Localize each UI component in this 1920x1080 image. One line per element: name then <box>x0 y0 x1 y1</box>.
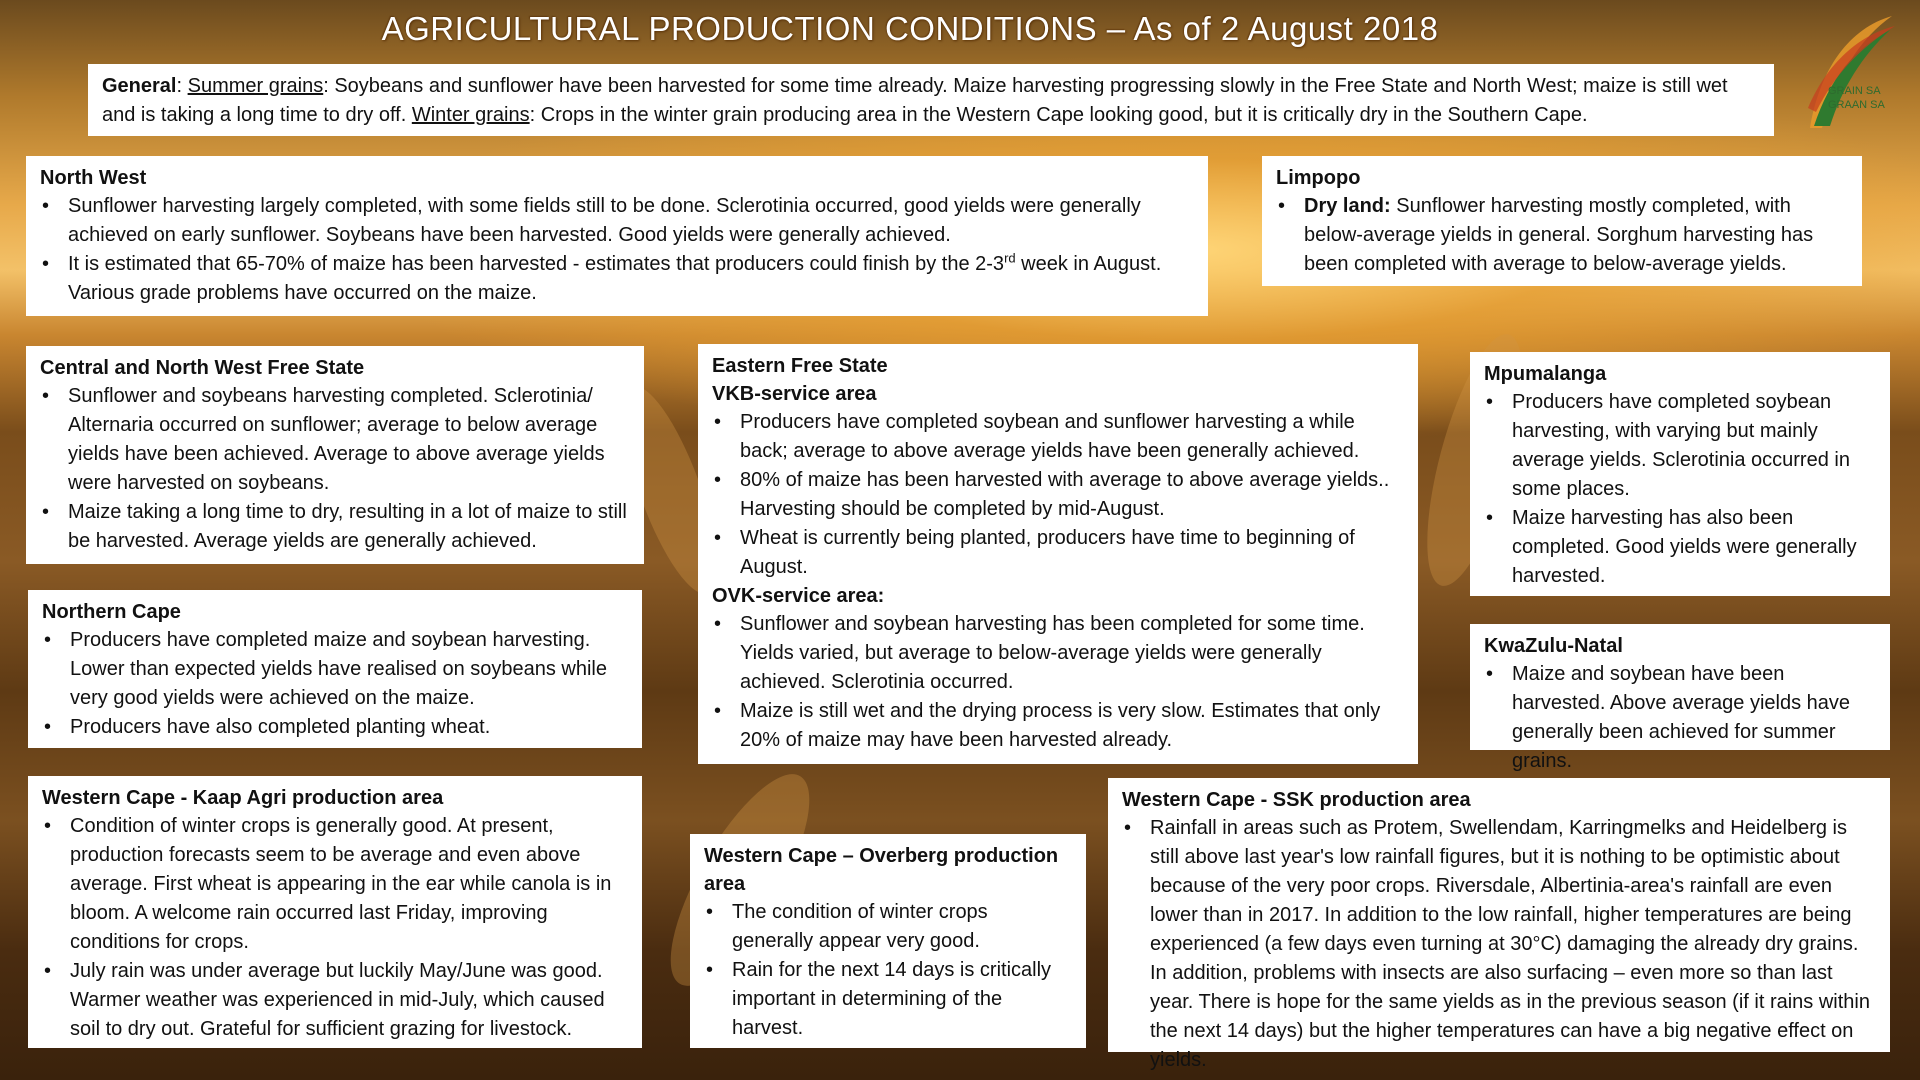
dry-land-label: Dry land: <box>1304 195 1391 217</box>
logo-line-1: GRAIN SA <box>1828 85 1881 97</box>
list-item: • Condition of winter crops is generally good. At present, production forecasts seem to be average and even above average. First wheat is appearing in the ear while canola is in bloom. A welcome rain occurred last Friday, improving conditions for crops. <box>42 812 630 957</box>
ssk-list <box>1122 814 1878 1075</box>
eastern-free-state-heading: Eastern Free State <box>712 355 888 377</box>
list-item: • July rain was under average but luckily May/June was good. Warmer weather was experienced in mid-July, which caused soil to dry out. Grateful for sufficient grazing for livestock. <box>42 957 630 1044</box>
kwazulu-natal-heading: KwaZulu-Natal <box>1484 635 1623 657</box>
logo-text <box>1828 84 1885 112</box>
vkb-list <box>712 408 1406 582</box>
list-item: • Maize harvesting has also been completed. Good yields were generally harvested. <box>1484 504 1878 591</box>
list-item: • Sunflower and soybeans harvesting completed. Sclerotinia/ Alternaria occurred on sunflower; average to below average yields have been achieved. Average to above average yields were harvested on soybeans. <box>40 382 632 498</box>
list-item: • Maize is still wet and the drying process is very slow. Estimates that only 20% of maize may have been harvested already. <box>712 697 1406 755</box>
list-item: • Wheat is currently being planted, producers have time to beginning of August. <box>712 524 1406 582</box>
northern-cape-list <box>42 626 630 742</box>
ovk-list <box>712 610 1406 755</box>
general-summary-text: General: Summer grains: Soybeans and sunflower have been harvested for some time already. Maize harvesting progressing slowly in the Free State and North West; maize is still wet and is taking a long time to dry off. Winter grains: Crops in the winter grain producing area in the Western Cape looking good, but it is critically dry in the Southern Cape. <box>102 75 1728 126</box>
list-item: • Producers have completed soybean and sunflower harvesting a while back; average to above average yields have been generally achieved. <box>712 408 1406 466</box>
ssk-box <box>1108 778 1890 1071</box>
list-item: • Sunflower harvesting largely completed, with some fields still to be done. Sclerotinia occurred, good yields were generally achieved on early sunflower. Soybeans have been harvested. Good yields were generally achieved. <box>40 192 1196 250</box>
eastern-free-state-box <box>698 344 1418 764</box>
kaap-agri-list <box>42 812 630 1044</box>
north-west-item2-sup: rd <box>1004 250 1016 266</box>
list-item <box>40 250 1196 308</box>
summer-grains-text: : Soybeans and sunflower have been harvested for some time already. Maize harvesting progressing slowly in the Free State and North West; maize is still wet and is taking a long time to dry off. <box>102 75 1728 126</box>
list-item: • Producers have completed soybean harvesting, with varying but mainly average yields. Sclerotinia occurred in some places. <box>1484 388 1878 504</box>
northern-cape-heading: Northern Cape <box>42 601 181 623</box>
winter-grains-label: Winter grains <box>411 104 530 126</box>
kwazulu-natal-box <box>1470 624 1890 772</box>
limpopo-item1-text: Sunflower harvesting mostly completed, with below-average yields in general. Sorghum harvesting has been completed with average to below-average yields. <box>1304 195 1814 275</box>
central-free-state-list <box>40 382 632 556</box>
general-label: General <box>102 75 177 97</box>
list-item <box>1276 192 1850 279</box>
overberg-list <box>704 898 1074 1043</box>
summer-grains-label: Summer grains <box>187 75 324 97</box>
list-item: • Rainfall in areas such as Protem, Swellendam, Karringmelks and Heidelberg is still above last year's low rainfall figures, but it is nothing to be optimistic about because of the very poor crops. Riversdale, Albertinia-area's rainfall are even lower than in 2017. In addition to the low rainfall, higher temperatures are being experienced (a few days even turning at 30°C) damaging the already dry grains. In addition, problems with insects are also surfacing – even more so than last year. There is hope for the same yields as in the previous season (if it rains within the next 14 days) but the higher temperatures can have a big negative effect on yields. <box>1122 814 1878 1075</box>
mpumalanga-box <box>1470 352 1890 596</box>
overberg-heading: Western Cape – Overberg production area <box>704 845 1059 895</box>
logo-line-2: GRAAN SA <box>1828 99 1885 111</box>
mpumalanga-heading: Mpumalanga <box>1484 363 1607 385</box>
north-west-heading: North West <box>40 167 147 189</box>
page-title: AGRICULTURAL PRODUCTION CONDITIONS – As of 2 August 2018 <box>381 10 1439 47</box>
list-item: • Producers have also completed planting wheat. <box>42 713 630 742</box>
north-west-item2-b: week in August. Various grade problems have occurred on the maize. <box>68 253 1162 304</box>
north-west-box <box>26 156 1208 316</box>
north-west-item2-a: It is estimated that 65-70% of maize has been harvested - estimates that producers could finish by the 2-3 <box>68 253 1005 275</box>
list-item: • Maize and soybean have been harvested. Above average yields have generally been achieved for summer grains. <box>1484 660 1878 776</box>
list-item: • 80% of maize has been harvested with average to above average yields.. Harvesting should be completed by mid-August. <box>712 466 1406 524</box>
limpopo-list <box>1276 192 1850 279</box>
list-item: • Sunflower and soybean harvesting has been completed for some time. Yields varied, but average to below-average yields were generally achieved. Sclerotinia occurred. <box>712 610 1406 697</box>
general-summary-box <box>88 64 1774 136</box>
list-item: • Producers have completed maize and soybean harvesting. Lower than expected yields have realised on soybeans while very good yields were achieved on the maize. <box>42 626 630 713</box>
limpopo-heading: Limpopo <box>1276 167 1361 189</box>
list-item: • Maize taking a long time to dry, resulting in a lot of maize to still be harvested. Average yields are generally achieved. <box>40 498 632 556</box>
northern-cape-box <box>28 590 642 748</box>
limpopo-box <box>1262 156 1862 286</box>
winter-grains-text: : Crops in the winter grain producing area in the Western Cape looking good, but it is critically dry in the Southern Cape. <box>529 104 1588 126</box>
kwazulu-natal-list <box>1484 660 1878 776</box>
ssk-heading: Western Cape - SSK production area <box>1122 789 1471 811</box>
ovk-heading: OVK-service area: <box>712 585 885 607</box>
list-item: • Rain for the next 14 days is critically important in determining of the harvest. <box>704 956 1074 1043</box>
mpumalanga-list <box>1484 388 1878 591</box>
central-free-state-box <box>26 346 644 564</box>
north-west-list <box>40 192 1196 308</box>
kaap-agri-box <box>28 776 642 1048</box>
grain-sa-leaf-icon <box>1800 8 1896 138</box>
vkb-heading: VKB-service area <box>712 383 877 405</box>
list-item: • The condition of winter crops generally appear very good. <box>704 898 1074 956</box>
kaap-agri-heading: Western Cape - Kaap Agri production area <box>42 787 444 809</box>
overberg-box <box>690 834 1086 1048</box>
central-free-state-heading: Central and North West Free State <box>40 357 365 379</box>
